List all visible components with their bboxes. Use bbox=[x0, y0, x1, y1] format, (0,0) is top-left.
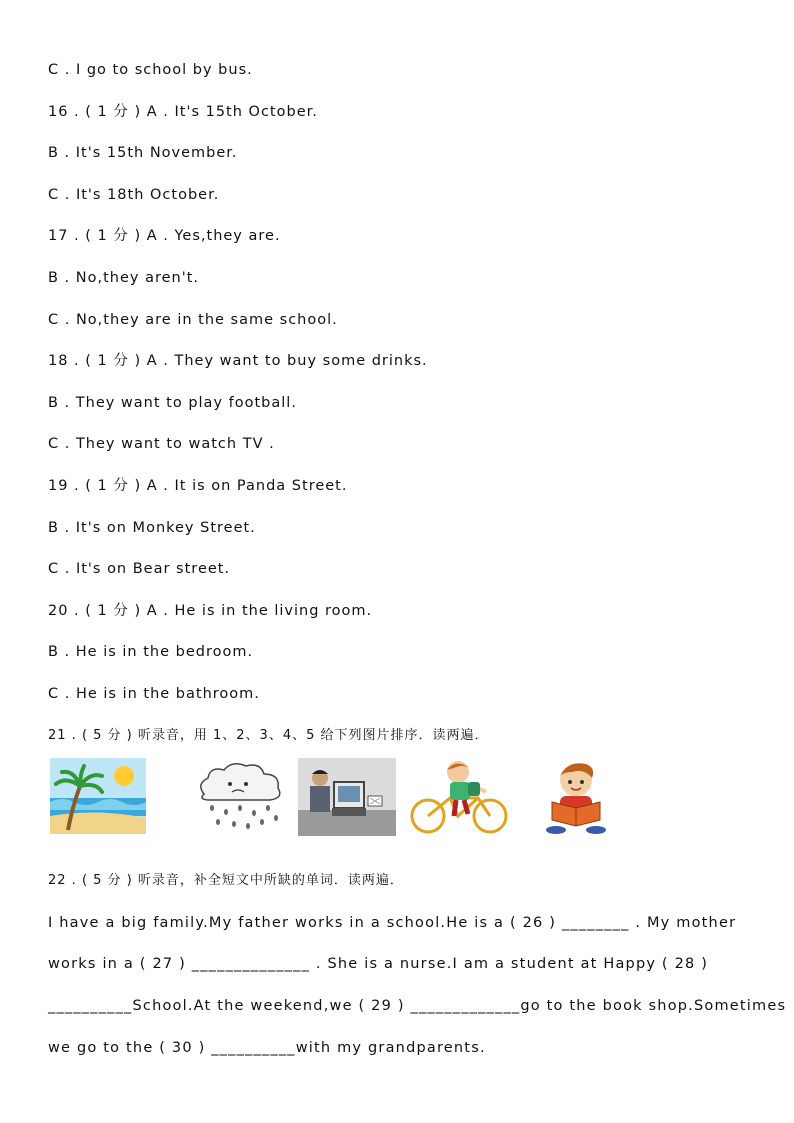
option-line: C . It's 18th October. bbox=[48, 187, 220, 203]
option-line: C . It's on Bear street. bbox=[48, 561, 231, 577]
q21-pictures bbox=[50, 758, 620, 838]
question-line: 20 . ( 1 分 ) A . He is in the living room. bbox=[48, 603, 373, 619]
q21-instruction: 21 . ( 5 分 ) 听录音，用 1、2、3、4、5 给下列图片排序．读两遍． bbox=[48, 728, 489, 743]
passage-line: __________School.At the weekend,we ( 29 ) _____________go to the book shop.Sometimes bbox=[48, 998, 787, 1014]
question-line: 16 . ( 1 分 ) A . It's 15th October. bbox=[48, 104, 318, 120]
passage-line: I have a big family.My father works in a school.He is a ( 26 ) ________ . My mother bbox=[48, 915, 737, 931]
option-line: C . I go to school by bus. bbox=[48, 62, 253, 78]
computer-worker-picture bbox=[298, 758, 396, 836]
q22-instruction: 22 . ( 5 分 ) 听录音，补全短文中所缺的单词．读两遍． bbox=[48, 873, 404, 888]
option-line: B . They want to play football. bbox=[48, 395, 297, 411]
option-line: C . No,they are in the same school. bbox=[48, 312, 338, 328]
question-line: 19 . ( 1 分 ) A . It is on Panda Street. bbox=[48, 478, 348, 494]
beach-picture bbox=[50, 758, 146, 836]
boy-cycling-picture bbox=[406, 758, 516, 836]
rain-cloud-picture bbox=[190, 758, 290, 836]
question-line: 18 . ( 1 分 ) A . They want to buy some drinks. bbox=[48, 353, 428, 369]
option-line: C . They want to watch TV . bbox=[48, 436, 275, 452]
option-line: B . It's 15th November. bbox=[48, 145, 238, 161]
option-line: B . He is in the bedroom. bbox=[48, 644, 254, 660]
option-line: B . It's on Monkey Street. bbox=[48, 520, 256, 536]
question-line: 17 . ( 1 分 ) A . Yes,they are. bbox=[48, 228, 281, 244]
passage-line: works in a ( 27 ) ______________ . She is a nurse.I am a student at Happy ( 28 ) bbox=[48, 956, 709, 972]
boy-reading-picture bbox=[538, 758, 614, 836]
passage-line: we go to the ( 30 ) __________with my grandparents. bbox=[48, 1040, 486, 1056]
option-line: B . No,they aren't. bbox=[48, 270, 200, 286]
option-line: C . He is in the bathroom. bbox=[48, 686, 260, 702]
